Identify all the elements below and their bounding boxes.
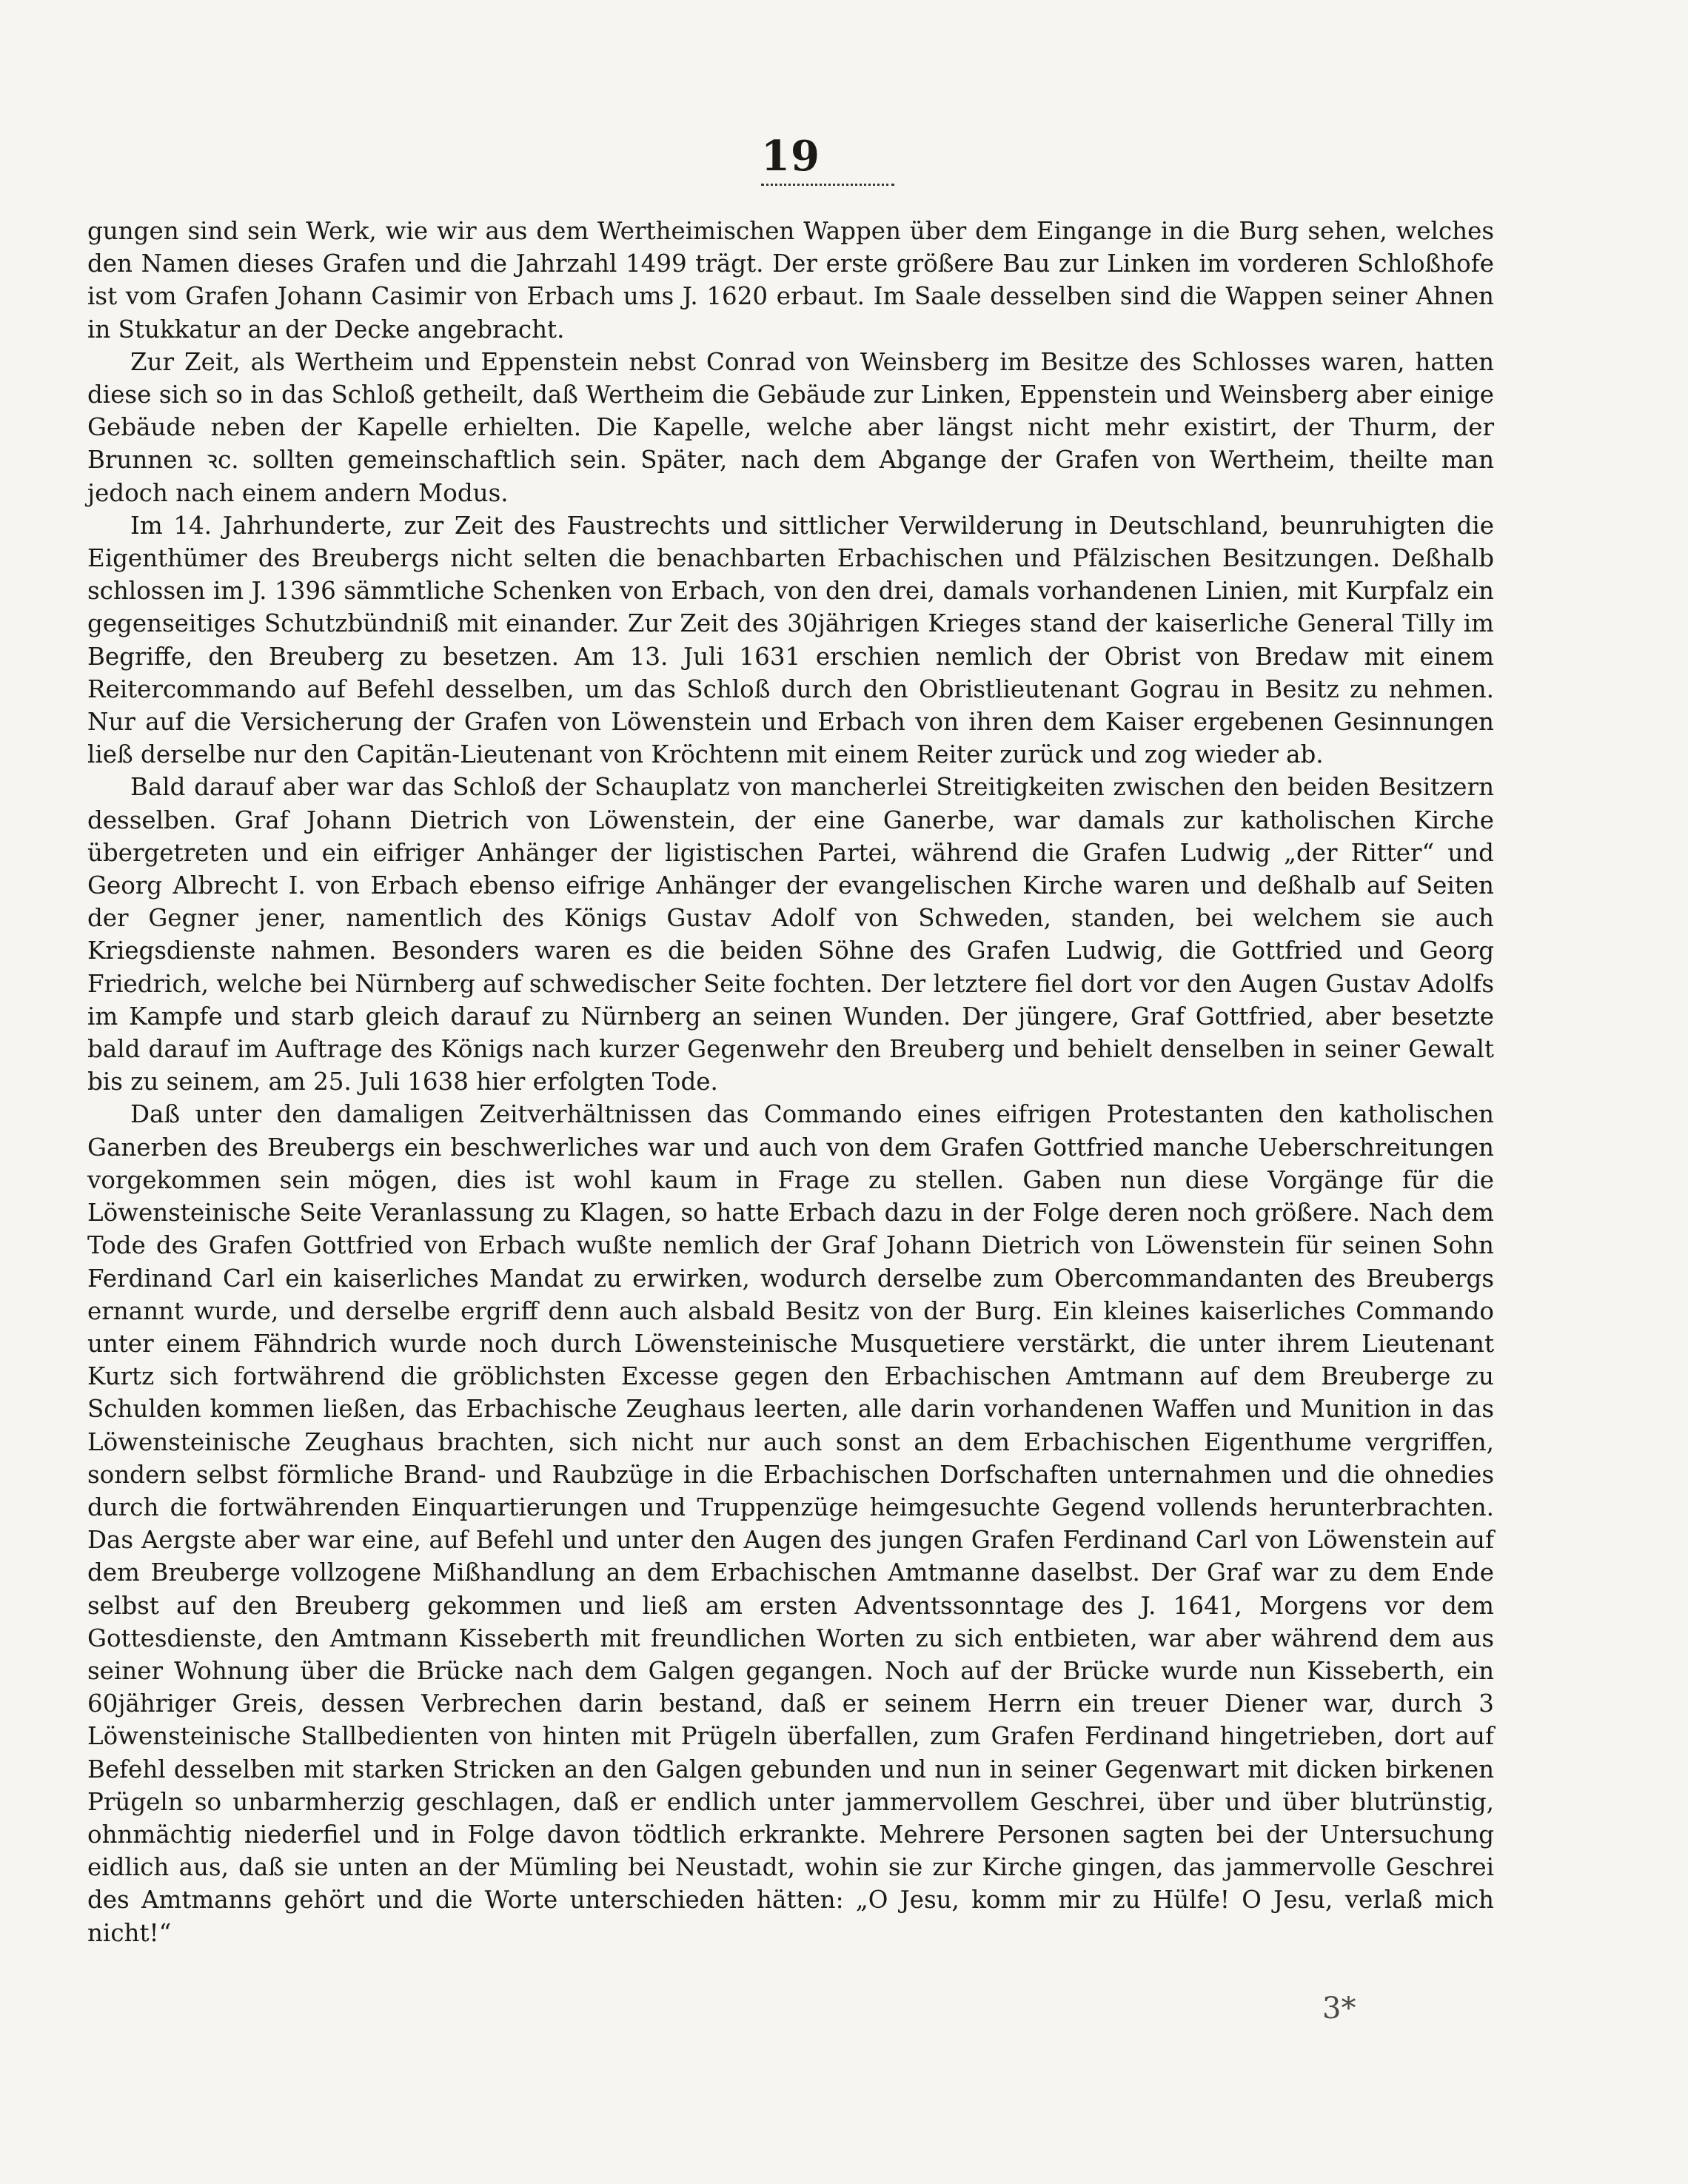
page-number: 19 <box>761 132 820 181</box>
page-number-rule <box>761 184 894 186</box>
body-text <box>87 215 1494 1949</box>
paragraph: Im 14. Jahrhunderte, zur Zeit des Faustrechts und sittlicher Verwilderung in Deutschland, beunruhigten die Eigenthümer des Breubergs nicht selten die benachbarten Erbachischen und Pfälzischen Besitzungen. Deßhalb schlossen im J. 1396 sämmtliche Schenken von Erbach, von den drei, damals vorhandenen Linien, mit Kurpfalz ein gegenseitiges Schutzbündniß mit einander. Zur Zeit des 30jährigen Krieges stand der kaiserliche General Tilly im Begriffe, den Breuberg zu besetzen. Am 13. Juli 1631 erschien nemlich der Obrist von Bredaw mit einem Reitercommando auf Befehl desselben, um das Schloß durch den Obristlieutenant Gograu in Besitz zu nehmen. Nur auf die Versicherung der Grafen von Löwenstein und Erbach von ihren dem Kaiser ergebenen Gesinnungen ließ derselbe nur den Capitän-Lieutenant von Kröchtenn mit einem Reiter zurück und zog wieder ab. <box>87 511 1494 769</box>
paragraph: Bald darauf aber war das Schloß der Schauplatz von mancherlei Streitigkeiten zwischen den beiden Besitzern desselben. Graf Johann Dietrich von Löwenstein, der eine Ganerbe, war damals zur katholischen Kirche übergetreten und ein eifriger Anhänger der ligistischen Partei, während die Grafen Ludwig „der Ritter“ und Georg Albrecht I. von Erbach ebenso eifrige Anhänger der evangelischen Kirche waren und deßhalb auf Seiten der Gegner jener, namentlich des Königs Gustav Adolf von Schweden, standen, bei welchem sie auch Kriegsdienste nahmen. Besonders waren es die beiden Söhne des Grafen Ludwig, die Gottfried und Georg Friedrich, welche bei Nürnberg auf schwedischer Seite fochten. Der letztere fiel dort vor den Augen Gustav Adolfs im Kampfe und starb gleich darauf zu Nürnberg an seinen Wunden. Der jüngere, Graf Gottfried, aber besetzte bald darauf im Auftrage des Königs nach kurzer Gegenwehr den Breuberg und behielt denselben in seiner Gewalt bis zu seinem, am 25. Juli 1638 hier erfolgten Tode. <box>87 773 1494 1096</box>
document-page <box>87 0 1494 2184</box>
paragraph: Daß unter den damaligen Zeitverhältnissen das Commando eines eifrigen Protestanten den katholischen Ganerben des Breubergs ein beschwerliches war und auch von dem Grafen Gottfried manche Ueberschreitungen vorgekommen sein mögen, dies ist wohl kaum in Frage zu stellen. Gaben nun diese Vorgänge für die Löwensteinische Seite Veranlassung zu Klagen, so hatte Erbach dazu in der Folge deren noch größere. Nach dem Tode des Grafen Gottfried von Erbach wußte nemlich der Graf Johann Dietrich von Löwenstein für seinen Sohn Ferdinand Carl ein kaiserliches Mandat zu erwirken, wodurch derselbe zum Obercommandanten des Breubergs ernannt wurde, und derselbe ergriff denn auch alsbald Besitz von der Burg. Ein kleines kaiserliches Commando unter einem Fähndrich wurde noch durch Löwensteinische Musquetiere verstärkt, die unter ihrem Lieutenant Kurtz sich fortwährend die gröblichsten Excesse gegen den Erbachischen Amtmann auf dem Breuberge zu Schulden kommen ließen, das Erbachische Zeughaus leerten, alle darin vorhandenen Waffen und Munition in das Löwensteinische Zeughaus brachten, sich nicht nur auch sonst an dem Erbachischen Eigenthume vergriffen, sondern selbst förmliche Brand- und Raubzüge in die Erbachischen Dorfschaften unternahmen und die ohnedies durch die fortwährenden Einquartierungen und Truppenzüge heimgesuchte Gegend vollends herunterbrachten. Das Aergste aber war eine, auf Befehl und unter den Augen des jungen Grafen Ferdinand Carl von Löwenstein auf dem Breuberge vollzogene Mißhandlung an dem Erbachischen Amtmanne daselbst. Der Graf war zu dem Ende selbst auf den Breuberg gekommen und ließ am ersten Adventssonntage des J. 1641, Morgens vor dem Gottesdienste, den Amtmann Kisseberth mit freundlichen Worten zu sich entbieten, war aber während dem aus seiner Wohnung über die Brücke nach dem Galgen gegangen. Noch auf der Brücke wurde nun Kisseberth, ein 60jähriger Greis, dessen Verbrechen darin bestand, daß er seinem Herrn ein treuer Diener war, durch 3 Löwensteinische Stallbedienten von hinten mit Prügeln überfallen, zum Grafen Ferdinand hingetrieben, dort auf Befehl desselben mit starken Stricken an den Galgen gebunden und nun in seiner Gegenwart mit dicken birkenen Prügeln so unbarmherzig geschlagen, daß er endlich unter jammervollem Geschrei, über und über blutrünstig, ohnmächtig niederfiel und in Folge davon tödtlich erkrankte. Mehrere Personen sagten bei der Untersuchung eidlich aus, daß sie unten an der Mümling bei Neustadt, wohin sie zur Kirche gingen, das jammervolle Geschrei des Amtmanns gehört und die Worte unterschieden hätten: „O Jesu, komm mir zu Hülfe! O Jesu, verlaß mich nicht!“ <box>87 1100 1494 1947</box>
paragraph: Zur Zeit, als Wertheim und Eppenstein nebst Conrad von Weinsberg im Besitze des Schlosses waren, hatten diese sich so in das Schloß getheilt, daß Wertheim die Gebäude zur Linken, Eppenstein und Weinsberg aber einige Gebäude neben der Kapelle erhielten. Die Kapelle, welche aber längst nicht mehr existirt, der Thurm, der Brunnen ꝛc. sollten gemeinschaftlich sein. Später, nach dem Abgange der Grafen von Wertheim, theilte man jedoch nach einem andern Modus. <box>87 347 1494 507</box>
signature-mark: 3* <box>1322 1992 1356 2026</box>
paragraph: gungen sind sein Werk, wie wir aus dem Wertheimischen Wappen über dem Eingange in die Burg sehen, welches den Namen dieses Grafen und die Jahrzahl 1499 trägt. Der erste größere Bau zur Linken im vorderen Schloßhofe ist vom Grafen Johann Casimir von Erbach ums J. 1620 erbaut. Im Saale desselben sind die Wappen seiner Ahnen in Stukkatur an der Decke angebracht. <box>87 217 1494 344</box>
